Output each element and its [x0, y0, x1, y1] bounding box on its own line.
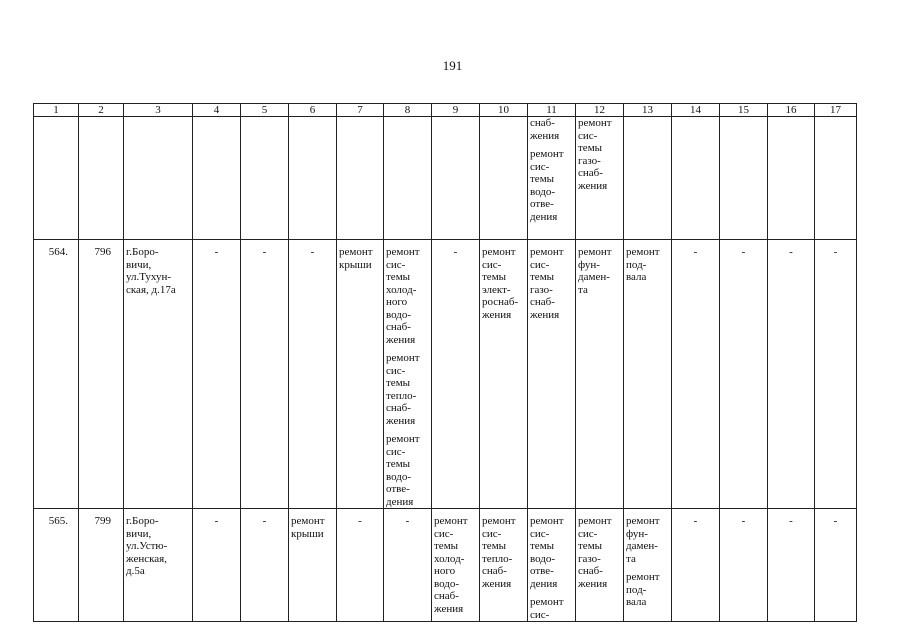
table-cell: - [815, 509, 857, 622]
table-cell [241, 117, 289, 240]
work-item: ремонт под- вала [626, 571, 660, 608]
table-row [34, 240, 857, 509]
table-cell [528, 240, 576, 509]
table-cell [79, 117, 124, 240]
table-row [34, 509, 857, 622]
address: г.Боро- вичи, ул.Устю- женская, д.5а [124, 509, 193, 622]
table-cell [289, 509, 337, 622]
table-cell: - [672, 509, 720, 622]
work-item: ремонт крыши [339, 246, 373, 271]
table-cell: - [289, 240, 337, 509]
table-cell: - [672, 240, 720, 509]
column-number: 11 [528, 104, 576, 117]
work-item: ремонт фун- дамен- та [578, 246, 612, 296]
address: г.Боро- вичи, ул.Тухун- ская, д.17а [124, 240, 193, 509]
row-number: 564. [34, 240, 79, 509]
table-cell [815, 117, 857, 240]
table-cell [480, 509, 528, 622]
table-cell: - [815, 240, 857, 509]
column-number: 10 [480, 104, 528, 117]
table-cell: - [193, 509, 241, 622]
page-number: 191 [442, 58, 463, 73]
column-number: 17 [815, 104, 857, 117]
column-number: 2 [79, 104, 124, 117]
table-cell [624, 509, 672, 622]
table-cell [768, 117, 815, 240]
column-number: 6 [289, 104, 337, 117]
table-cell [432, 509, 480, 622]
table-cell [576, 509, 624, 622]
table-cell [124, 117, 193, 240]
table-cell [480, 117, 528, 240]
table-cell [576, 240, 624, 509]
table-cell [384, 240, 432, 509]
table-cell [624, 117, 672, 240]
column-number-row [34, 104, 857, 117]
work-item: ремонт сис- темы элект- роснаб- жения [482, 246, 519, 321]
row-number: 565. [34, 509, 79, 622]
table-cell [576, 117, 624, 240]
table-cell: - [193, 240, 241, 509]
work-item: ремонт сис- [530, 596, 564, 621]
table-cell [193, 117, 241, 240]
repair-schedule-table [33, 103, 857, 622]
work-item: ремонт сис- темы водо- отве- дения [530, 148, 564, 223]
column-number: 14 [672, 104, 720, 117]
table-cell [624, 240, 672, 509]
table-cell: - [768, 509, 815, 622]
table-cell [528, 117, 576, 240]
column-number: 8 [384, 104, 432, 117]
work-item: ремонт сис- темы газо- снаб- жения [578, 117, 612, 192]
table-cell [672, 117, 720, 240]
column-number: 15 [720, 104, 768, 117]
table-cell [528, 509, 576, 622]
table-cell: - [432, 240, 480, 509]
work-item: снаб- жения [530, 117, 560, 142]
table-cell [432, 117, 480, 240]
table-cell: - [720, 509, 768, 622]
house-code: 799 [79, 509, 124, 622]
house-code: 796 [79, 240, 124, 509]
column-number: 13 [624, 104, 672, 117]
work-item: ремонт сис- темы холод- ного водо- снаб- жения [386, 246, 420, 346]
work-item: ремонт сис- темы тепло- снаб- жения [482, 515, 516, 590]
work-item: ремонт под- вала [626, 246, 660, 283]
work-item: ремонт сис- темы тепло- снаб- жения [386, 352, 420, 427]
column-number: 7 [337, 104, 384, 117]
table-cell: - [241, 509, 289, 622]
column-number: 5 [241, 104, 289, 117]
table-cell [337, 117, 384, 240]
table-cell: - [720, 240, 768, 509]
table-cell [337, 240, 384, 509]
work-item: ремонт крыши [291, 515, 325, 540]
column-number: 12 [576, 104, 624, 117]
table-cell [720, 117, 768, 240]
work-item: ремонт сис- темы холод- ного водо- снаб- жения [434, 515, 468, 615]
table-cell [480, 240, 528, 509]
column-number: 9 [432, 104, 480, 117]
table-cell: - [768, 240, 815, 509]
column-number: 16 [768, 104, 815, 117]
work-item: ремонт сис- темы водо- отве- дения [530, 515, 564, 590]
table-cell: - [384, 509, 432, 622]
work-item: ремонт фун- дамен- та [626, 515, 660, 565]
table-cell [289, 117, 337, 240]
work-item: ремонт сис- темы газо- снаб- жения [578, 515, 612, 590]
column-number: 3 [124, 104, 193, 117]
column-number: 4 [193, 104, 241, 117]
column-number: 1 [34, 104, 79, 117]
table-cell: - [241, 240, 289, 509]
continuation-row [34, 117, 857, 240]
table-cell [34, 117, 79, 240]
table-cell [384, 117, 432, 240]
work-item: ремонт сис- темы газо- снаб- жения [530, 246, 564, 321]
table-cell: - [337, 509, 384, 622]
work-item: ремонт сис- темы водо- отве- дения [386, 433, 420, 508]
